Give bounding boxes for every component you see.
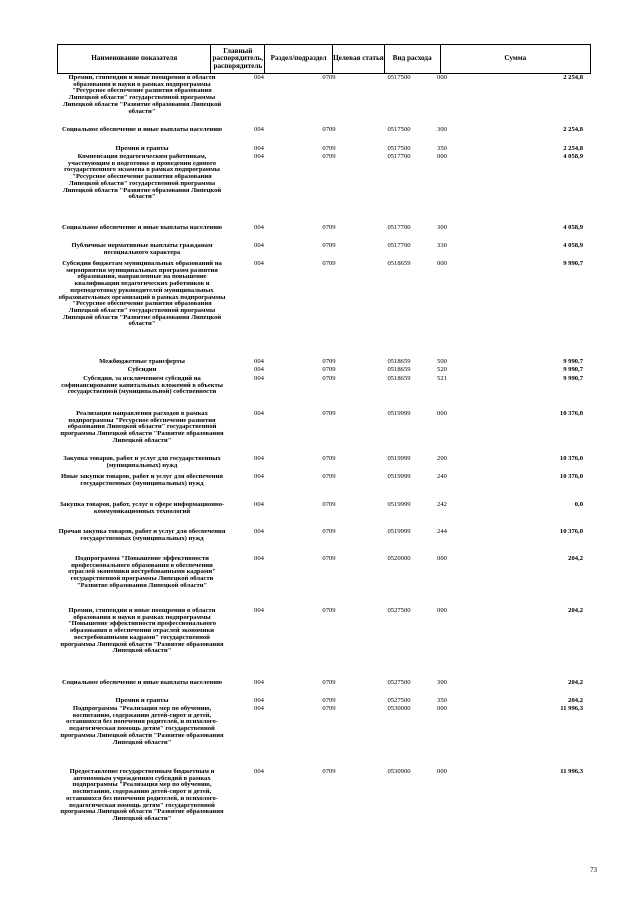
row-sum: 4 058,9: [563, 153, 583, 160]
row-name: Закупка товаров, работ и услуг для государственных (муниципальных) нужд: [63, 455, 221, 469]
row-target: 0519999: [387, 501, 411, 508]
row-target: 0517500: [387, 74, 411, 81]
row-name: Субсидии бюджетам муниципальных образований на мероприятия муниципальных программ развития образования, направленные на повышение квалификации педагогических работников и переподготовку руководителей муниципальных образовательных организаций в рамках подпрограммы "Ресурсное обеспечение развития образования Липецкой области" государственной программы Липецкой области "Развитие образования Липецкой области": [58, 260, 226, 328]
row-type: 300: [437, 679, 447, 686]
row-section: 0709: [322, 126, 336, 133]
row-type: 000: [437, 768, 447, 775]
row-type: 000: [437, 410, 447, 417]
row-name: Компенсация педагогическим работникам, участвующим в подготовке и проведении единого государственного экзамена в рамках подпрограммы "Ресурсное обеспечение развития образования Липецкой области" государственной программы Липецкой области "Развитие образования Липецкой области": [62, 153, 222, 201]
row-type: 500: [437, 358, 447, 365]
row-name: Предоставление государственным бюджетным и автономным учреждениям субсидий в рамках подпрограммы "Реализация мер по обучению, воспитанию, содержанию детей-сирот и детей, оставшихся без попечения родителей, и психолого-педагогическая помощь детям" государственной программы Липецкой области "Развитие образования Липецкой области": [60, 768, 224, 822]
row-type: 330: [437, 242, 447, 249]
row-type: 300: [437, 224, 447, 231]
row-sum: 2 254,8: [563, 145, 583, 152]
row-target: 0517700: [387, 242, 411, 249]
row-type: 242: [437, 501, 447, 508]
row-sum: 0,0: [574, 501, 583, 508]
header-section: Раздел/подраздел: [265, 45, 333, 73]
row-admin: 004: [254, 528, 264, 535]
row-target: 0518659: [387, 358, 411, 365]
row-admin: 004: [254, 410, 264, 417]
row-sum: 2 254,8: [563, 74, 583, 81]
row-admin: 004: [254, 607, 264, 614]
row-type: 000: [437, 607, 447, 614]
row-admin: 004: [254, 224, 264, 231]
row-admin: 004: [254, 74, 264, 81]
row-admin: 004: [254, 242, 264, 249]
row-admin: 004: [254, 555, 264, 562]
row-type: 000: [437, 555, 447, 562]
row-target: 0518659: [387, 260, 411, 267]
row-admin: 004: [254, 501, 264, 508]
row-name: Премии и гранты: [115, 697, 169, 704]
row-sum: 11 996,3: [560, 705, 583, 712]
row-target: 0518659: [387, 375, 411, 382]
row-target: 0517500: [387, 126, 411, 133]
row-name: Подпрограмма "Повышение эффективности профессионального образования в обеспечении отраслей экономики востребованными кадрами" государственной программы Липецкой области "Развитие образования Липецкой области": [68, 555, 216, 589]
row-sum: 4 058,9: [563, 242, 583, 249]
row-name: Социальное обеспечение и иные выплаты населению: [61, 126, 223, 133]
row-section: 0709: [322, 375, 336, 382]
row-name: Подпрограмма "Реализация мер по обучению, воспитанию, содержанию детей-сирот и детей, оставшихся без попечения родителей, и психолого-педагогическая помощь детям" государственной программы Липецкой области "Развитие образования Липецкой области": [60, 705, 224, 746]
row-name: Закупка товаров, работ, услуг в сфере информационно-коммуникационных технологий: [59, 501, 225, 515]
row-section: 0709: [322, 153, 336, 160]
row-section: 0709: [322, 260, 336, 267]
row-target: 0530000: [387, 705, 411, 712]
row-name: Межбюджетные трансферты: [99, 358, 185, 365]
row-section: 0709: [322, 705, 336, 712]
row-sum: 9 990,7: [563, 260, 583, 267]
header-expense-type: Вид расхода: [385, 45, 441, 73]
row-sum: 10 376,0: [559, 410, 583, 417]
row-admin: 004: [254, 679, 264, 686]
row-type: 300: [437, 126, 447, 133]
row-sum: 4 058,9: [563, 224, 583, 231]
row-section: 0709: [322, 501, 336, 508]
row-type: 244: [437, 528, 447, 535]
row-type: 240: [437, 473, 447, 480]
row-target: 0519999: [387, 528, 411, 535]
row-admin: 004: [254, 375, 264, 382]
header-sum: Сумма: [504, 54, 527, 63]
row-admin: 004: [254, 366, 264, 373]
row-target: 0527500: [387, 697, 411, 704]
row-type: 200: [437, 455, 447, 462]
header-target: Целевая статья: [333, 45, 385, 73]
row-name: Реализация направления расходов в рамках подпрограммы "Ресурсное обеспечение развития образования Липецкой области" государственной программы Липецкой области "Развитие образования Липецкой области": [60, 410, 224, 444]
row-target: 0519999: [387, 455, 411, 462]
table-header: [57, 44, 591, 74]
row-target: 0527500: [387, 679, 411, 686]
row-sum: 9 990,7: [563, 358, 583, 365]
row-sum: 10 376,0: [559, 528, 583, 535]
row-sum: 11 996,3: [560, 768, 583, 775]
row-type: 350: [437, 145, 447, 152]
row-section: 0709: [322, 366, 336, 373]
row-section: 0709: [322, 528, 336, 535]
row-name: Премии, стипендии и иные поощрения в области образования и науки в рамках подпрограммы "Ресурсное обеспечение развития образования Липецкой области" государственной программы Липецкой области "Развитие образования Липецкой области": [62, 74, 222, 115]
row-admin: 004: [254, 705, 264, 712]
row-name: Прочая закупка товаров, работ и услуг для обеспечения государственных (муниципальных) нужд: [58, 528, 226, 542]
row-name: Субсидии: [127, 366, 157, 373]
row-type: 520: [437, 366, 447, 373]
row-name: Социальное обеспечение и иные выплаты населению: [61, 224, 223, 231]
row-section: 0709: [322, 473, 336, 480]
row-section: 0709: [322, 455, 336, 462]
row-sum: 204,2: [568, 607, 583, 614]
row-admin: 004: [254, 473, 264, 480]
row-type: 000: [437, 260, 447, 267]
row-target: 0530900: [387, 768, 411, 775]
row-section: 0709: [322, 607, 336, 614]
row-sum: 10 376,0: [559, 473, 583, 480]
row-section: 0709: [322, 768, 336, 775]
row-admin: 004: [254, 153, 264, 160]
row-sum: 2 254,8: [563, 126, 583, 133]
row-type: 000: [437, 153, 447, 160]
row-sum: 9 990,7: [563, 375, 583, 382]
row-admin: 004: [254, 126, 264, 133]
row-target: 0519999: [387, 410, 411, 417]
page-number: 73: [590, 866, 597, 874]
row-sum: 204,2: [568, 697, 583, 704]
row-type: 000: [437, 74, 447, 81]
row-name: Иные закупки товаров, работ и услуг для обеспечения государственных (муниципальных) нужд: [61, 473, 223, 487]
row-admin: 004: [254, 358, 264, 365]
row-section: 0709: [322, 145, 336, 152]
row-admin: 004: [254, 697, 264, 704]
row-name: Публичные нормативные выплаты гражданам несоциального характера: [71, 242, 213, 256]
row-section: 0709: [322, 358, 336, 365]
row-section: 0709: [322, 74, 336, 81]
row-sum: 204,2: [568, 679, 583, 686]
row-name: Субсидии, за исключением субсидий на софинансирование капитальных вложений в объекты государственной (муниципальной) собственности: [61, 375, 223, 396]
row-target: 0518659: [387, 366, 411, 373]
row-admin: 004: [254, 260, 264, 267]
row-target: 0517500: [387, 145, 411, 152]
row-admin: 004: [254, 145, 264, 152]
header-name: Наименование показателя: [58, 45, 211, 73]
row-name: Премии, стипендии и иные поощрения в области образования и науки в рамках подпрограммы "Повышение эффективности профессионального образования в обеспечении отраслей экономики востребованными кадрами" государственной программы Липецкой области "Развитие образования Липецкой области": [60, 607, 224, 655]
row-admin: 004: [254, 455, 264, 462]
row-section: 0709: [322, 697, 336, 704]
row-type: 521: [437, 375, 447, 382]
row-sum: 204,2: [568, 555, 583, 562]
row-admin: 004: [254, 768, 264, 775]
row-name: Социальное обеспечение и иные выплаты населению: [61, 679, 223, 686]
row-section: 0709: [322, 555, 336, 562]
row-target: 0519999: [387, 473, 411, 480]
row-target: 0527500: [387, 607, 411, 614]
row-sum: 9 990,7: [563, 366, 583, 373]
row-section: 0709: [322, 224, 336, 231]
row-name: Премии и гранты: [115, 145, 169, 152]
row-target: 0517700: [387, 153, 411, 160]
row-target: 0517700: [387, 224, 411, 231]
row-section: 0709: [322, 410, 336, 417]
header-admin: Главный распорядитель, распорядитель: [211, 45, 265, 73]
row-section: 0709: [322, 242, 336, 249]
row-sum: 10 376,0: [559, 455, 583, 462]
row-type: 350: [437, 697, 447, 704]
row-type: 000: [437, 705, 447, 712]
row-target: 0520000: [387, 555, 411, 562]
row-section: 0709: [322, 679, 336, 686]
